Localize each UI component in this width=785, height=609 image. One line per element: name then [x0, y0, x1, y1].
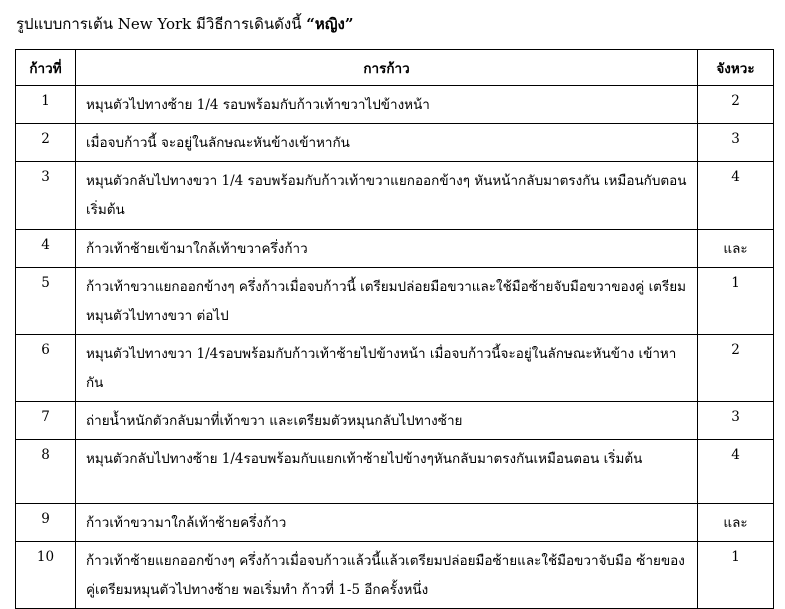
table-row: [16, 335, 774, 402]
step-beat: 3: [698, 402, 774, 440]
step-number: 9: [16, 504, 76, 542]
dance-steps-table: [15, 49, 774, 609]
step-movement: ก้าวเท้าขวามาใกล้เท้าซ้ายครึ่งก้าว: [76, 504, 698, 542]
caption-text: รูปแบบการเต้น New York มีวิธีการเดินดังนี้: [16, 15, 307, 33]
step-movement: ถ่ายน้ำหนักตัวกลับมาที่เท้าขวา และเตรียมตัวหมุนกลับไปทางซ้าย: [76, 402, 698, 440]
step-beat: และ: [698, 230, 774, 268]
table-row: [16, 268, 774, 335]
step-movement: ก้าวเท้าขวาแยกออกข้างๆ ครึ่งก้าวเมื่อจบก้าวนี้ เตรียมปล่อยมือขวาและใช้มือซ้ายจับมือขวาของคู่ เตรียมหมุนตัวไปทางขวา ต่อไป: [76, 268, 698, 335]
table-row: [16, 86, 774, 124]
step-beat: 4: [698, 440, 774, 504]
table-row: [16, 440, 774, 504]
table-row: [16, 504, 774, 542]
step-number: 3: [16, 162, 76, 230]
step-beat: 1: [698, 542, 774, 609]
table-row: [16, 542, 774, 609]
step-movement: หมุนตัวกลับไปทางซ้าย 1/4รอบพร้อมกับแยกเท้าซ้ายไปข้างๆหันกลับมาตรงกันเหมือนตอน เริ่มต้น: [76, 440, 698, 504]
table-row: [16, 230, 774, 268]
header-step: ก้าวที่: [16, 50, 76, 86]
step-beat: 2: [698, 335, 774, 402]
step-number: 7: [16, 402, 76, 440]
table-row: [16, 124, 774, 162]
table-row: [16, 162, 774, 230]
page-caption: [16, 12, 354, 36]
table-header-row: [16, 50, 774, 86]
step-number: 8: [16, 440, 76, 504]
step-beat: 1: [698, 268, 774, 335]
step-movement: หมุนตัวไปทางขวา 1/4รอบพร้อมกับก้าวเท้าซ้ายไปข้างหน้า เมื่อจบก้าวนี้จะอยู่ในลักษณะหันข้าง เข้าหากัน: [76, 335, 698, 402]
step-movement: หมุนตัวกลับไปทางขวา 1/4 รอบพร้อมกับก้าวเท้าขวาแยกออกข้างๆ หันหน้ากลับมาตรงกัน เหมือนกับตอนเริ่มต้น: [76, 162, 698, 230]
step-number: 6: [16, 335, 76, 402]
step-number: 5: [16, 268, 76, 335]
step-beat: 4: [698, 162, 774, 230]
step-number: 1: [16, 86, 76, 124]
step-number: 2: [16, 124, 76, 162]
step-number: 10: [16, 542, 76, 609]
step-movement: ก้าวเท้าซ้ายแยกออกข้างๆ ครึ่งก้าวเมื่อจบก้าวแล้วนี้แล้วเตรียมปล่อยมือซ้ายและใช้มือขวาจับมือ ซ้ายของคู่เตรียมหมุนตัวไปทางซ้าย พอเริ่มทำ ก้าวที่ 1-5 อีกครั้งหนึ่ง: [76, 542, 698, 609]
header-beat: จังหวะ: [698, 50, 774, 86]
step-beat: 2: [698, 86, 774, 124]
table-row: [16, 402, 774, 440]
step-beat: 3: [698, 124, 774, 162]
step-movement: หมุนตัวไปทางซ้าย 1/4 รอบพร้อมกับก้าวเท้าขวาไปข้างหน้า: [76, 86, 698, 124]
caption-quote: “หญิง”: [306, 15, 354, 33]
step-movement: ก้าวเท้าซ้ายเข้ามาใกล้เท้าขวาครึ่งก้าว: [76, 230, 698, 268]
header-movement: การก้าว: [76, 50, 698, 86]
step-number: 4: [16, 230, 76, 268]
step-movement: เมื่อจบก้าวนี้ จะอยู่ในลักษณะหันข้างเข้าหากัน: [76, 124, 698, 162]
step-beat: และ: [698, 504, 774, 542]
